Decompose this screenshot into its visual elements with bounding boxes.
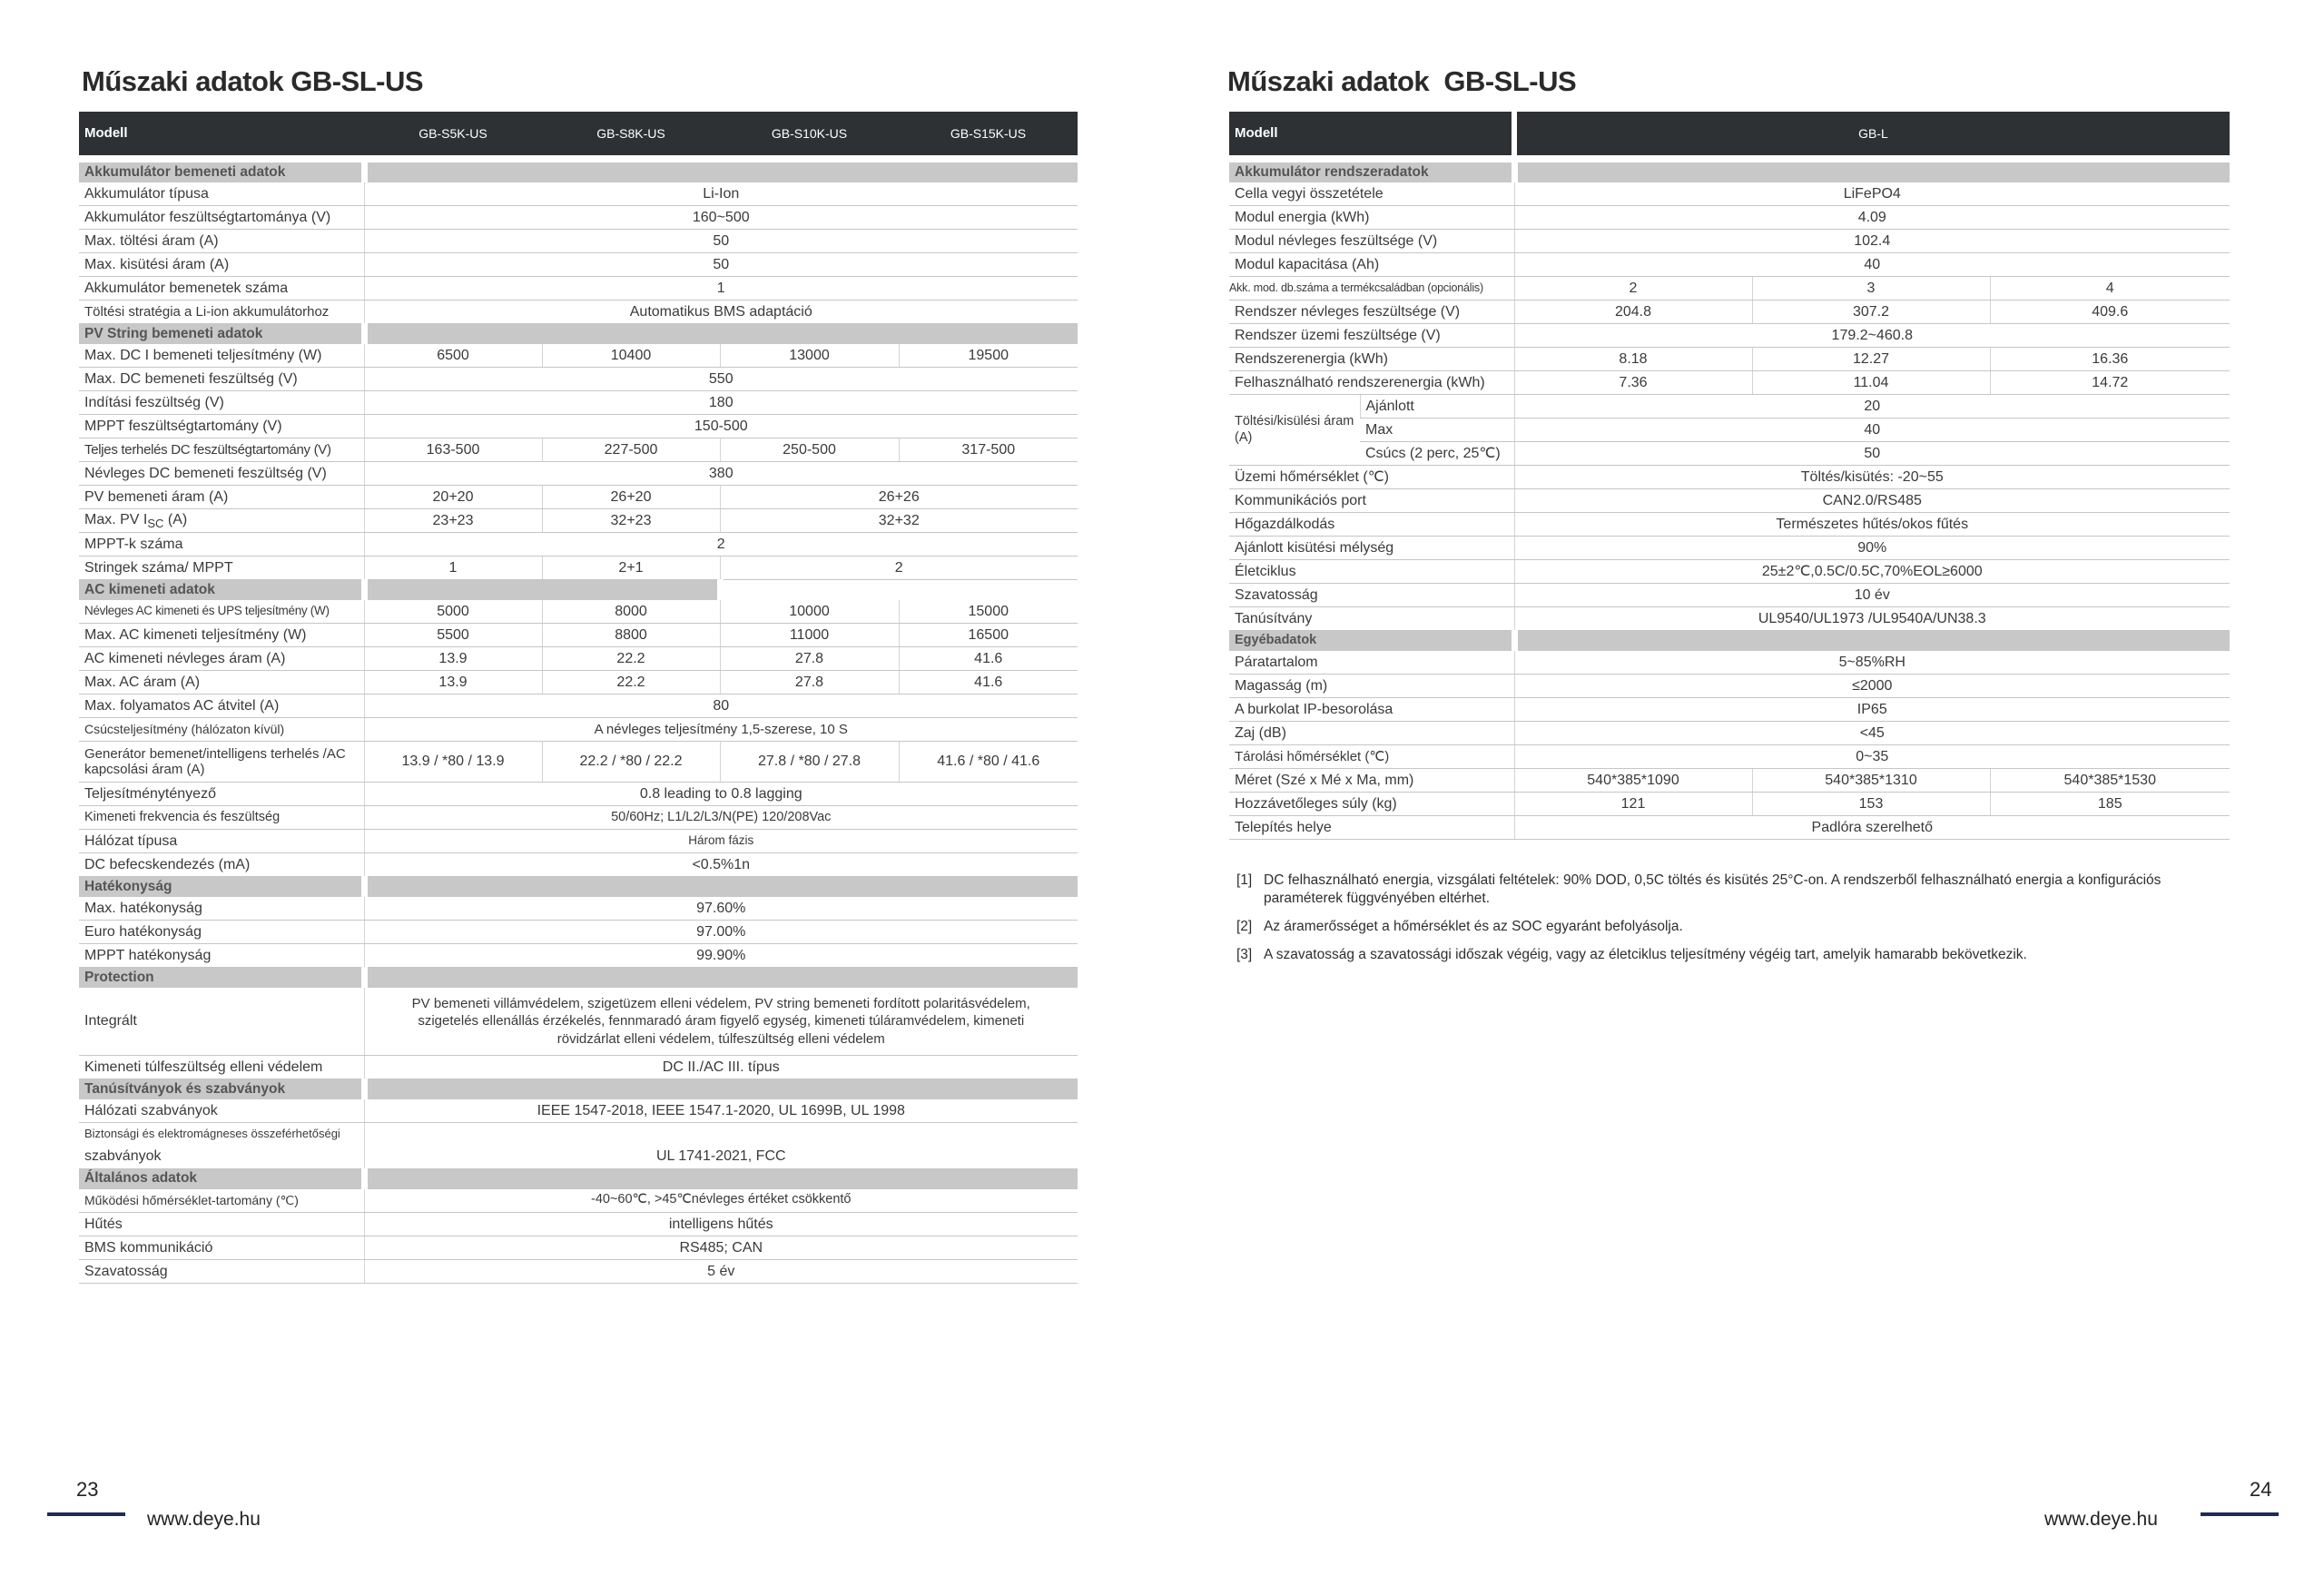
row-value: UL 1741-2021, FCC bbox=[364, 1123, 1078, 1169]
right-page bbox=[1162, 0, 2324, 1576]
row-label: Tanúsítvány bbox=[1229, 607, 1514, 631]
header-model-label: Modell bbox=[1229, 112, 1514, 155]
inverter-spec-table bbox=[79, 112, 1078, 1284]
table-row bbox=[1229, 675, 2230, 698]
row-label: Egyébadatok bbox=[1229, 631, 1514, 652]
table-row bbox=[79, 277, 1078, 300]
row-value: 179.2~460.8 bbox=[1514, 324, 2230, 348]
row-value: 41.6 bbox=[899, 671, 1078, 694]
table-header bbox=[1229, 112, 2230, 155]
row-label: Hőgazdálkodás bbox=[1229, 513, 1514, 537]
section-header bbox=[79, 1168, 1078, 1189]
table-row bbox=[1229, 300, 2230, 324]
row-value: 1 bbox=[364, 557, 542, 580]
row-label: Töltési/kisülési áram (A) bbox=[1229, 395, 1360, 466]
row-value: 250-500 bbox=[720, 438, 899, 462]
row-label: Méret (Szé x Mé x Ma, mm) bbox=[1229, 769, 1514, 793]
row-value: 10400 bbox=[542, 344, 720, 368]
row-value: 14.72 bbox=[1990, 371, 2230, 395]
row-value: 540*385*1090 bbox=[1514, 769, 1752, 793]
row-label: Ajánlott kisütési mélység bbox=[1229, 537, 1514, 560]
row-value: UL9540/UL1973 /UL9540A/UN38.3 bbox=[1514, 607, 2230, 631]
row-value: A névleges teljesítmény 1,5-szerese, 10 S bbox=[364, 718, 1078, 742]
row-label: Tanúsítványok és szabványok bbox=[79, 1079, 364, 1100]
row-label: Csúcs (2 perc, 25℃) bbox=[1360, 442, 1514, 466]
row-label: Max. AC áram (A) bbox=[79, 671, 364, 694]
table-row bbox=[1229, 769, 2230, 793]
section-header bbox=[1229, 163, 2230, 182]
row-value: PV bemeneti villámvédelem, szigetüzem elleni védelem, PV string bemeneti fordított polaritásvédelem, szigetelés ellenállás érzékelés, fennmaradó áram figyelő egység, kimeneti túláramvédelem, kimeneti rövidzárlat elleni védelem, túlfeszültség elleni védelem bbox=[364, 988, 1078, 1056]
row-value: 307.2 bbox=[1752, 300, 1990, 324]
right-page-title: Műszaki adatok GB-SL-US bbox=[1227, 65, 1577, 97]
row-value: 19500 bbox=[899, 344, 1078, 368]
row-value: 4.09 bbox=[1514, 206, 2230, 230]
row-value: Természetes hűtés/okos fűtés bbox=[1514, 513, 2230, 537]
row-value bbox=[364, 324, 1078, 345]
table-row bbox=[79, 206, 1078, 230]
left-page-title: Műszaki adatok GB-SL-US bbox=[82, 65, 424, 97]
row-value: Automatikus BMS adaptáció bbox=[364, 300, 1078, 324]
row-value: ≤2000 bbox=[1514, 675, 2230, 698]
row-value: 26+26 bbox=[720, 486, 1078, 509]
row-label: Életciklus bbox=[1229, 560, 1514, 584]
row-value: 121 bbox=[1514, 793, 1752, 816]
table-row bbox=[79, 742, 1078, 783]
row-value: 5000 bbox=[364, 600, 542, 624]
table-header bbox=[79, 112, 1078, 155]
row-label: Rendszerenergia (kWh) bbox=[1229, 348, 1514, 371]
table-row bbox=[1229, 324, 2230, 348]
row-value: RS485; CAN bbox=[364, 1236, 1078, 1259]
table-row bbox=[1229, 722, 2230, 745]
row-label: Max. DC bemeneti feszültség (V) bbox=[79, 368, 364, 391]
row-value: 40 bbox=[1514, 253, 2230, 277]
table-row bbox=[79, 1236, 1078, 1259]
row-label: Integrált bbox=[79, 988, 364, 1056]
table-row bbox=[79, 1189, 1078, 1213]
row-value: 380 bbox=[364, 462, 1078, 486]
row-value: 13.9 / *80 / 13.9 bbox=[364, 742, 542, 783]
row-value: 16.36 bbox=[1990, 348, 2230, 371]
row-label: MPPT feszültségtartomány (V) bbox=[79, 415, 364, 438]
row-value: 22.2 / *80 / 22.2 bbox=[542, 742, 720, 783]
header-model: GB-S8K-US bbox=[542, 112, 720, 155]
header-model: GB-L bbox=[1514, 112, 2230, 155]
table-row bbox=[1229, 537, 2230, 560]
row-value: 1 bbox=[364, 277, 1078, 300]
section-header bbox=[79, 580, 1078, 601]
row-label: MPPT hatékonyság bbox=[79, 944, 364, 968]
table-row bbox=[79, 921, 1078, 944]
row-value bbox=[364, 968, 1078, 989]
table-row bbox=[79, 783, 1078, 806]
row-value: 13.9 bbox=[364, 647, 542, 671]
row-value: 5~85%RH bbox=[1514, 651, 2230, 675]
row-label: Hozzávetőleges súly (kg) bbox=[1229, 793, 1514, 816]
table-row bbox=[79, 806, 1078, 830]
row-label: Akkumulátor rendszeradatok bbox=[1229, 163, 1514, 182]
row-value: LiFePO4 bbox=[1514, 182, 2230, 206]
row-label: Hűtés bbox=[79, 1212, 364, 1236]
row-label: Modul energia (kWh) bbox=[1229, 206, 1514, 230]
row-value: 40 bbox=[1514, 419, 2230, 442]
footer-url[interactable]: www.deye.hu bbox=[2044, 1509, 2158, 1530]
header-model: GB-S10K-US bbox=[720, 112, 899, 155]
row-label: Telepítés helye bbox=[1229, 816, 1514, 840]
row-value: 163-500 bbox=[364, 438, 542, 462]
row-value: 185 bbox=[1990, 793, 2230, 816]
section-header bbox=[79, 163, 1078, 182]
row-value: 27.8 / *80 / 27.8 bbox=[720, 742, 899, 783]
row-label: Indítási feszültség (V) bbox=[79, 391, 364, 415]
row-value: 11000 bbox=[720, 624, 899, 647]
row-label: Rendszer névleges feszültsége (V) bbox=[1229, 300, 1514, 324]
row-value: 227-500 bbox=[542, 438, 720, 462]
footnote: [2] Az áramerősséget a hőmérséklet és az SOC egyaránt befolyásolja. bbox=[1236, 919, 1683, 934]
footer-bar bbox=[2201, 1512, 2279, 1516]
row-label: Hálózat típusa bbox=[79, 830, 364, 853]
row-value: 25±2℃,0.5C/0.5C,70%EOL≥6000 bbox=[1514, 560, 2230, 584]
section-header bbox=[79, 968, 1078, 989]
row-label: Akk. mod. db.száma a termékcsaládban (opcionális) bbox=[1229, 277, 1514, 300]
row-value bbox=[1514, 631, 2230, 652]
row-value: 41.6 / *80 / 41.6 bbox=[899, 742, 1078, 783]
row-value: 41.6 bbox=[899, 647, 1078, 671]
row-label: Kommunikációs port bbox=[1229, 489, 1514, 513]
table-row bbox=[1229, 466, 2230, 489]
row-label: Akkumulátor bemeneti adatok bbox=[79, 163, 364, 182]
table-row bbox=[79, 486, 1078, 509]
page-number: 24 bbox=[2250, 1478, 2272, 1501]
table-row bbox=[79, 988, 1078, 1056]
row-label: AC kimeneti névleges áram (A) bbox=[79, 647, 364, 671]
row-value: 20+20 bbox=[364, 486, 542, 509]
row-value: 550 bbox=[364, 368, 1078, 391]
footnotes bbox=[1236, 872, 2217, 974]
row-value: 22.2 bbox=[542, 647, 720, 671]
row-value: 11.04 bbox=[1752, 371, 1990, 395]
table-row bbox=[79, 509, 1078, 533]
row-label: Teljesítménytényező bbox=[79, 783, 364, 806]
row-value: 150-500 bbox=[364, 415, 1078, 438]
row-label: Páratartalom bbox=[1229, 651, 1514, 675]
table-row bbox=[1229, 206, 2230, 230]
row-label: Max. hatékonyság bbox=[79, 897, 364, 921]
row-label: MPPT-k száma bbox=[79, 533, 364, 557]
row-value: 23+23 bbox=[364, 509, 542, 533]
row-value: <0.5%1n bbox=[364, 853, 1078, 877]
row-value: 20 bbox=[1514, 395, 2230, 419]
table-row bbox=[1229, 489, 2230, 513]
row-value: 12.27 bbox=[1752, 348, 1990, 371]
row-label: Tárolási hőmérséklet (℃) bbox=[1229, 745, 1514, 769]
page-number: 23 bbox=[76, 1478, 99, 1501]
row-label: Működési hőmérséklet-tartomány (℃) bbox=[79, 1189, 364, 1213]
row-value: 2 bbox=[720, 557, 1078, 580]
row-label: Akkumulátor bemenetek száma bbox=[79, 277, 364, 300]
header-model-label: Modell bbox=[79, 112, 364, 155]
row-value: Három fázis bbox=[364, 830, 1078, 853]
row-label: BMS kommunikáció bbox=[79, 1236, 364, 1259]
row-label: PV bemeneti áram (A) bbox=[79, 486, 364, 509]
header-model: GB-S5K-US bbox=[364, 112, 542, 155]
row-value: 180 bbox=[364, 391, 1078, 415]
row-value: 6500 bbox=[364, 344, 542, 368]
row-label: Max. kisütési áram (A) bbox=[79, 253, 364, 277]
row-value: 8000 bbox=[542, 600, 720, 624]
row-value: 50 bbox=[1514, 442, 2230, 466]
row-value: 15000 bbox=[899, 600, 1078, 624]
row-value: DC II./AC III. típus bbox=[364, 1056, 1078, 1079]
table-row bbox=[1229, 182, 2230, 206]
row-label: Generátor bemenet/intelligens terhelés /AC kapcsolási áram (A) bbox=[79, 742, 364, 783]
row-label: Stringek száma/ MPPT bbox=[79, 557, 364, 580]
table-row bbox=[1229, 395, 2230, 419]
row-value: 10 év bbox=[1514, 584, 2230, 607]
row-value: 13.9 bbox=[364, 671, 542, 694]
row-value: 27.8 bbox=[720, 647, 899, 671]
section-header bbox=[79, 877, 1078, 898]
row-value: 10000 bbox=[720, 600, 899, 624]
row-value: 99.90% bbox=[364, 944, 1078, 968]
table-row bbox=[79, 182, 1078, 206]
row-label: Protection bbox=[79, 968, 364, 989]
row-value: 5 év bbox=[364, 1259, 1078, 1283]
row-value: 22.2 bbox=[542, 671, 720, 694]
row-label: AC kimeneti adatok bbox=[79, 580, 364, 601]
row-label: Euro hatékonyság bbox=[79, 921, 364, 944]
row-label: Kimeneti túlfeszültség elleni védelem bbox=[79, 1056, 364, 1079]
row-value bbox=[79, 155, 1078, 163]
table-row bbox=[79, 391, 1078, 415]
row-value: 97.00% bbox=[364, 921, 1078, 944]
row-label: DC befecskendezés (mA) bbox=[79, 853, 364, 877]
row-value: 32+23 bbox=[542, 509, 720, 533]
row-value: 2+1 bbox=[542, 557, 720, 580]
row-label: Felhasználható rendszerenergia (kWh) bbox=[1229, 371, 1514, 395]
table-row bbox=[79, 1123, 1078, 1169]
row-value: 409.6 bbox=[1990, 300, 2230, 324]
row-label: Max. töltési áram (A) bbox=[79, 230, 364, 253]
table-row bbox=[79, 344, 1078, 368]
header-model: GB-S15K-US bbox=[899, 112, 1078, 155]
row-value: 204.8 bbox=[1514, 300, 1752, 324]
table-row bbox=[1229, 745, 2230, 769]
table-row bbox=[79, 853, 1078, 877]
row-label: Max. DC I bemeneti teljesítmény (W) bbox=[79, 344, 364, 368]
row-value: 4 bbox=[1990, 277, 2230, 300]
row-label: Zaj (dB) bbox=[1229, 722, 1514, 745]
row-value: IEEE 1547-2018, IEEE 1547.1-2020, UL 1699B, UL 1998 bbox=[364, 1099, 1078, 1123]
row-value: 540*385*1310 bbox=[1752, 769, 1990, 793]
row-value: 32+32 bbox=[720, 509, 1078, 533]
row-label: Biztonsági és elektromágneses összeférhetőségi szabványok bbox=[79, 1123, 364, 1169]
row-label: Töltési stratégia a Li-ion akkumulátorhoz bbox=[79, 300, 364, 324]
row-value: 0~35 bbox=[1514, 745, 2230, 769]
table-row bbox=[1229, 277, 2230, 300]
row-value: 540*385*1530 bbox=[1990, 769, 2230, 793]
row-label: Max bbox=[1360, 419, 1514, 442]
row-value: 50 bbox=[364, 230, 1078, 253]
table-row bbox=[1229, 513, 2230, 537]
row-label: Teljes terhelés DC feszültségtartomány (V) bbox=[79, 438, 364, 462]
row-value: intelligens hűtés bbox=[364, 1212, 1078, 1236]
table-row bbox=[79, 415, 1078, 438]
table-row bbox=[79, 438, 1078, 462]
row-value: 8.18 bbox=[1514, 348, 1752, 371]
row-label: Modul névleges feszültsége (V) bbox=[1229, 230, 1514, 253]
row-label: Max. AC kimeneti teljesítmény (W) bbox=[79, 624, 364, 647]
table-row bbox=[1229, 651, 2230, 675]
table-row bbox=[1229, 698, 2230, 722]
row-label: Általános adatok bbox=[79, 1168, 364, 1189]
row-value: 13000 bbox=[720, 344, 899, 368]
table-row bbox=[79, 1056, 1078, 1079]
table-row bbox=[79, 1259, 1078, 1283]
row-value: 2 bbox=[364, 533, 1078, 557]
table-row bbox=[79, 624, 1078, 647]
row-label: Max. PV $I_{SC}$ (A) bbox=[79, 509, 364, 533]
row-label: Üzemi hőmérséklet (℃) bbox=[1229, 466, 1514, 489]
row-value: 26+20 bbox=[542, 486, 720, 509]
row-value: 8800 bbox=[542, 624, 720, 647]
row-label: Magasság (m) bbox=[1229, 675, 1514, 698]
footnote: [1] DC felhasználható energia, vizsgálati feltételek: 90% DOD, 0,5C töltés és kisütés 25°C-on. A rendszerből felhasználható energia a konfigurációs paraméterek függvényében eltérhet. bbox=[1236, 872, 2162, 906]
row-value: 102.4 bbox=[1514, 230, 2230, 253]
row-label: Kimeneti frekvencia és feszültség bbox=[79, 806, 364, 830]
table-row bbox=[79, 830, 1078, 853]
table-row bbox=[79, 897, 1078, 921]
table-row bbox=[79, 230, 1078, 253]
row-value: Padlóra szerelhető bbox=[1514, 816, 2230, 840]
table-row bbox=[1229, 607, 2230, 631]
row-label: Szavatosság bbox=[1229, 584, 1514, 607]
row-value bbox=[720, 580, 1078, 601]
table-row bbox=[1229, 442, 2230, 466]
table-row bbox=[79, 694, 1078, 718]
table-row bbox=[1229, 348, 2230, 371]
row-value: 3 bbox=[1752, 277, 1990, 300]
row-value: 5500 bbox=[364, 624, 542, 647]
row-value bbox=[1229, 155, 2230, 163]
table-row bbox=[79, 944, 1078, 968]
table-row bbox=[79, 1099, 1078, 1123]
table-row bbox=[79, 718, 1078, 742]
row-value: 16500 bbox=[899, 624, 1078, 647]
row-value: 7.36 bbox=[1514, 371, 1752, 395]
row-value: IP65 bbox=[1514, 698, 2230, 722]
table-row bbox=[1229, 816, 2230, 840]
row-value: 27.8 bbox=[720, 671, 899, 694]
table-row bbox=[79, 557, 1078, 580]
table-row bbox=[1229, 560, 2230, 584]
row-value: 2 bbox=[1514, 277, 1752, 300]
row-label: PV String bemeneti adatok bbox=[79, 324, 364, 345]
table-row bbox=[79, 300, 1078, 324]
row-label: Cella vegyi összetétele bbox=[1229, 182, 1514, 206]
row-value: CAN2.0/RS485 bbox=[1514, 489, 2230, 513]
row-value: Töltés/kisütés: -20~55 bbox=[1514, 466, 2230, 489]
row-value bbox=[364, 163, 1078, 182]
row-value: -40~60℃, >45℃névleges értéket csökkentő bbox=[364, 1189, 1078, 1213]
footer-bar bbox=[47, 1512, 125, 1516]
table-row bbox=[1229, 419, 2230, 442]
row-value: 50/60Hz; L1/L2/L3/N(PE) 120/208Vac bbox=[364, 806, 1078, 830]
row-label: Akkumulátor típusa bbox=[79, 182, 364, 206]
row-value bbox=[364, 877, 1078, 898]
section-header bbox=[79, 1079, 1078, 1100]
table-row bbox=[1229, 793, 2230, 816]
row-label: A burkolat IP-besorolása bbox=[1229, 698, 1514, 722]
battery-spec-table bbox=[1229, 112, 2230, 840]
row-value bbox=[1514, 163, 2230, 182]
table-row bbox=[1229, 253, 2230, 277]
row-value: 50 bbox=[364, 253, 1078, 277]
table-row bbox=[79, 462, 1078, 486]
row-value bbox=[364, 1079, 1078, 1100]
row-label: Hatékonyság bbox=[79, 877, 364, 898]
row-value: 80 bbox=[364, 694, 1078, 718]
row-value: Li-Ion bbox=[364, 182, 1078, 206]
footnote: [3] A szavatosság a szavatossági időszak végéig, vagy az életciklus teljesítmény végéig tart, amelyik hamarabb bekövetkezik. bbox=[1236, 947, 2027, 962]
row-value bbox=[364, 1168, 1078, 1189]
row-label: Max. folyamatos AC átvitel (A) bbox=[79, 694, 364, 718]
table-row bbox=[1229, 230, 2230, 253]
table-row bbox=[1229, 584, 2230, 607]
row-label: Ajánlott bbox=[1360, 395, 1514, 419]
row-value: 317-500 bbox=[899, 438, 1078, 462]
row-label: Szavatosság bbox=[79, 1259, 364, 1283]
row-value: 0.8 leading to 0.8 lagging bbox=[364, 783, 1078, 806]
row-value: 153 bbox=[1752, 793, 1990, 816]
row-label: Névleges DC bemeneti feszültség (V) bbox=[79, 462, 364, 486]
row-label: Akkumulátor feszültségtartománya (V) bbox=[79, 206, 364, 230]
row-label: Rendszer üzemi feszültsége (V) bbox=[1229, 324, 1514, 348]
row-value: <45 bbox=[1514, 722, 2230, 745]
row-value: 97.60% bbox=[364, 897, 1078, 921]
row-label: Modul kapacitása (Ah) bbox=[1229, 253, 1514, 277]
table-row bbox=[79, 1212, 1078, 1236]
row-label: Csúcsteljesítmény (hálózaton kívül) bbox=[79, 718, 364, 742]
table-row bbox=[79, 671, 1078, 694]
row-label: Hálózati szabványok bbox=[79, 1099, 364, 1123]
row-value bbox=[364, 580, 720, 601]
row-label: Névleges AC kimeneti és UPS teljesítmény (W) bbox=[79, 600, 364, 624]
table-row bbox=[79, 253, 1078, 277]
table-row bbox=[1229, 371, 2230, 395]
footer-url[interactable]: www.deye.hu bbox=[147, 1509, 261, 1530]
table-row bbox=[79, 368, 1078, 391]
section-header bbox=[79, 324, 1078, 345]
row-value: 90% bbox=[1514, 537, 2230, 560]
table-row bbox=[79, 600, 1078, 624]
table-row bbox=[79, 533, 1078, 557]
row-value: 160~500 bbox=[364, 206, 1078, 230]
table-row bbox=[79, 647, 1078, 671]
section-header bbox=[1229, 631, 2230, 652]
